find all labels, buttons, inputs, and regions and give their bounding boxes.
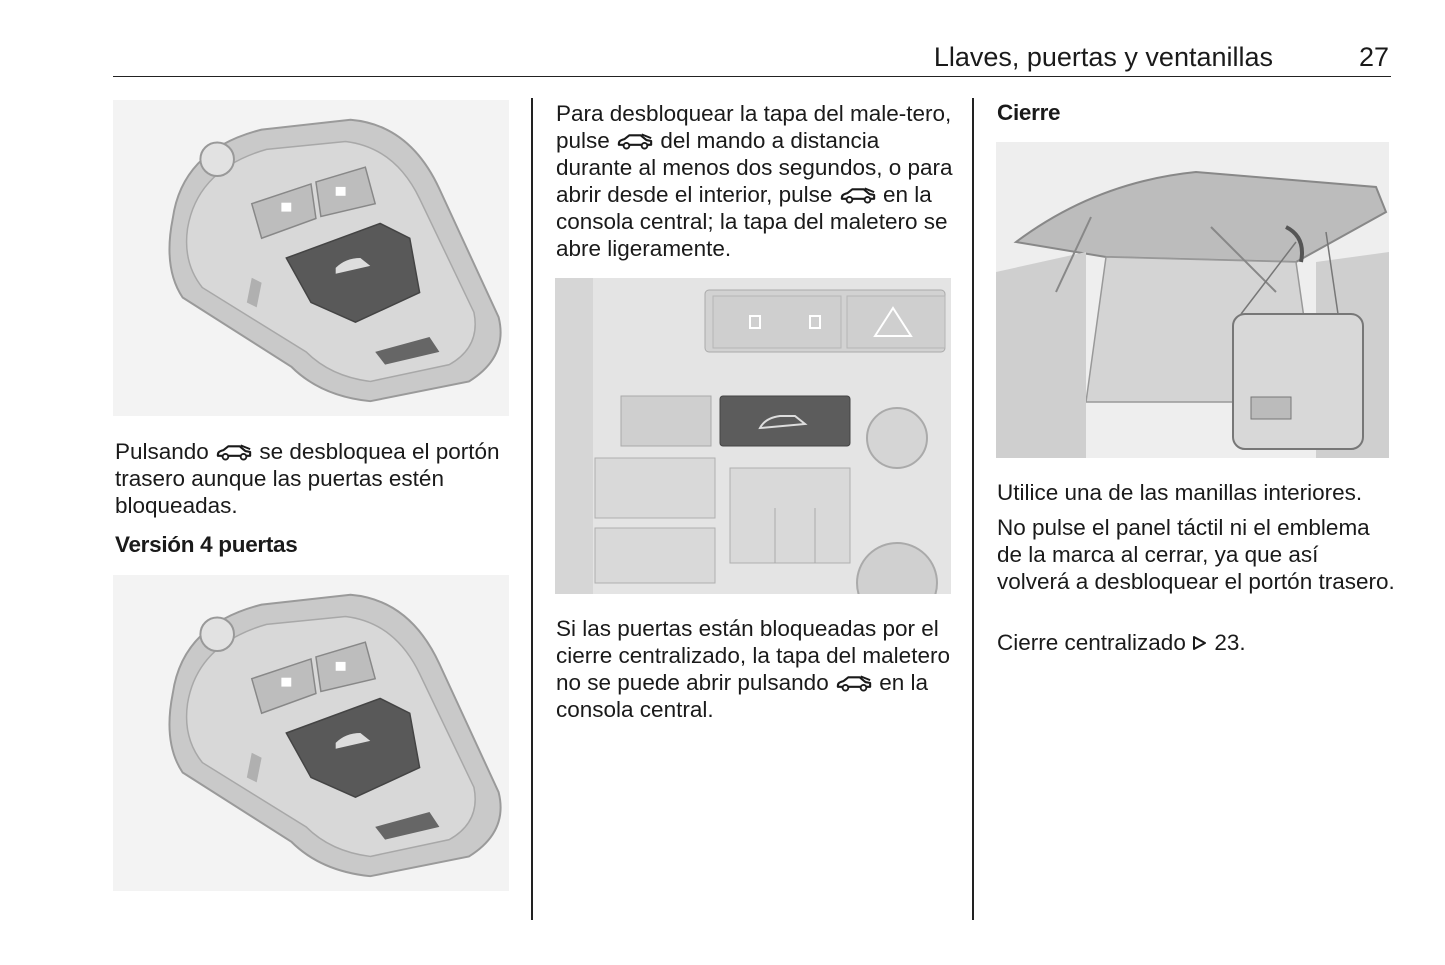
key-fob-illustration-4-door xyxy=(113,575,509,891)
key-fob-illustration xyxy=(113,100,509,416)
crossref-arrow-icon xyxy=(1192,634,1208,652)
center-console-illustration xyxy=(555,278,951,594)
paragraph: Utilice una de las manillas interiores. xyxy=(997,480,1363,505)
section-heading: Versión 4 puertas xyxy=(115,532,298,557)
paragraph: Si las puertas están bloqueadas por el cierre centralizado, la tapa del maletero no se puede abrir pulsando en la consola central. xyxy=(556,616,950,722)
car-trunk-icon xyxy=(835,674,873,692)
car-trunk-icon xyxy=(616,132,654,150)
column-divider xyxy=(972,98,974,920)
page-title: Llaves, puertas y ventanillas xyxy=(933,42,1273,72)
car-trunk-icon xyxy=(839,186,877,204)
page-number: 27 xyxy=(1358,42,1389,72)
paragraph: No pulse el panel táctil ni el emblema de la marca al cerrar, ya que así volverá a desbloquear el portón trasero. xyxy=(997,515,1395,594)
car-trunk-icon xyxy=(215,443,253,461)
paragraph: Pulsando se desbloquea el portón trasero aunque las puertas estén bloqueadas. xyxy=(115,439,500,518)
column-divider xyxy=(531,98,533,920)
section-heading: Cierre xyxy=(997,100,1061,125)
tailgate-illustration xyxy=(996,142,1389,458)
page-header xyxy=(113,40,1391,77)
paragraph: Para desbloquear la tapa del male-tero, pulse del mando a distancia durante al menos dos segundos, o para abrir desde el interior, pulse en la consola central; la tapa del maletero se abre ligeramente. xyxy=(556,101,953,261)
cross-reference: Cierre centralizado 23. xyxy=(997,630,1246,655)
